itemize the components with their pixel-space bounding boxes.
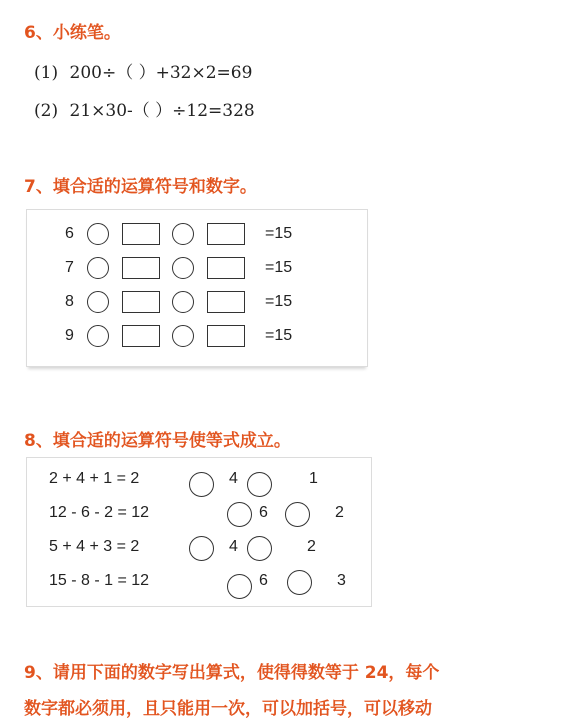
q7-row-result: =15 bbox=[265, 327, 293, 344]
q6-item-2 bbox=[34, 96, 255, 121]
q8-row-mid: 6 bbox=[259, 572, 268, 589]
q8-row bbox=[27, 502, 371, 528]
q8-row-right: 2 bbox=[307, 538, 316, 555]
operator-circle[interactable] bbox=[227, 502, 252, 527]
q7-row-number: 7 bbox=[65, 259, 74, 276]
q7-row bbox=[27, 256, 367, 280]
q7-row-number: 8 bbox=[65, 293, 74, 310]
q7-row bbox=[27, 324, 367, 348]
operator-circle[interactable] bbox=[247, 536, 272, 561]
q7-row bbox=[27, 290, 367, 314]
operator-circle[interactable] bbox=[172, 291, 194, 313]
number-box[interactable] bbox=[122, 325, 160, 347]
number-box[interactable] bbox=[207, 257, 245, 279]
q6-item-1-expr: 200÷（ ）+32×2=69 bbox=[69, 63, 253, 83]
number-box[interactable] bbox=[207, 325, 245, 347]
number-box[interactable] bbox=[207, 291, 245, 313]
operator-circle[interactable] bbox=[287, 570, 312, 595]
q8-row-left: 5 + 4 + 3 = 2 bbox=[49, 538, 140, 555]
q7-row-result: =15 bbox=[265, 293, 293, 310]
q7-row-number: 9 bbox=[65, 327, 74, 344]
q7-row-number: 6 bbox=[65, 225, 74, 242]
q8-row-left: 2 + 4 + 1 = 2 bbox=[49, 470, 140, 487]
number-box[interactable] bbox=[122, 257, 160, 279]
operator-circle[interactable] bbox=[87, 291, 109, 313]
q6-item-2-label: (2) bbox=[34, 101, 59, 121]
operator-circle[interactable] bbox=[172, 257, 194, 279]
q8-row-mid: 4 bbox=[229, 538, 238, 555]
q6-item-2-expr: 21×30-（ ）÷12=328 bbox=[69, 101, 255, 121]
operator-circle[interactable] bbox=[247, 472, 272, 497]
q8-heading: 8、填合适的运算符号使等式成立。 bbox=[24, 431, 291, 451]
q7-row-result: =15 bbox=[265, 259, 293, 276]
q7-row-result: =15 bbox=[265, 225, 293, 242]
q6-item-1 bbox=[34, 58, 252, 83]
q8-row bbox=[27, 536, 371, 562]
q8-box bbox=[26, 457, 372, 607]
number-box[interactable] bbox=[122, 291, 160, 313]
q8-row-mid: 4 bbox=[229, 470, 238, 487]
q9-heading-line-2: 数字都必须用，且只能用一次，可以加括号，可以移动 bbox=[24, 699, 432, 719]
operator-circle[interactable] bbox=[87, 325, 109, 347]
q8-row-right: 3 bbox=[337, 572, 346, 589]
q8-row bbox=[27, 570, 371, 596]
q8-row bbox=[27, 468, 371, 494]
operator-circle[interactable] bbox=[285, 502, 310, 527]
operator-circle[interactable] bbox=[227, 574, 252, 599]
operator-circle[interactable] bbox=[172, 223, 194, 245]
operator-circle[interactable] bbox=[87, 223, 109, 245]
q6-item-1-label: (1) bbox=[34, 63, 59, 83]
operator-circle[interactable] bbox=[172, 325, 194, 347]
q6-heading: 6、小练笔。 bbox=[24, 23, 121, 43]
operator-circle[interactable] bbox=[189, 472, 214, 497]
q7-box bbox=[26, 209, 368, 367]
operator-circle[interactable] bbox=[87, 257, 109, 279]
operator-circle[interactable] bbox=[189, 536, 214, 561]
q8-row-right: 2 bbox=[335, 504, 344, 521]
q9-heading-line-1: 9、请用下面的数字写出算式，使得得数等于 24，每个 bbox=[24, 663, 440, 683]
q8-row-left: 15 - 8 - 1 = 12 bbox=[49, 572, 150, 589]
q7-row bbox=[27, 222, 367, 246]
q8-row-right: 1 bbox=[309, 470, 318, 487]
q7-heading: 7、填合适的运算符号和数字。 bbox=[24, 177, 257, 197]
q8-row-left: 12 - 6 - 2 = 12 bbox=[49, 504, 150, 521]
number-box[interactable] bbox=[207, 223, 245, 245]
q8-row-mid: 6 bbox=[259, 504, 268, 521]
number-box[interactable] bbox=[122, 223, 160, 245]
